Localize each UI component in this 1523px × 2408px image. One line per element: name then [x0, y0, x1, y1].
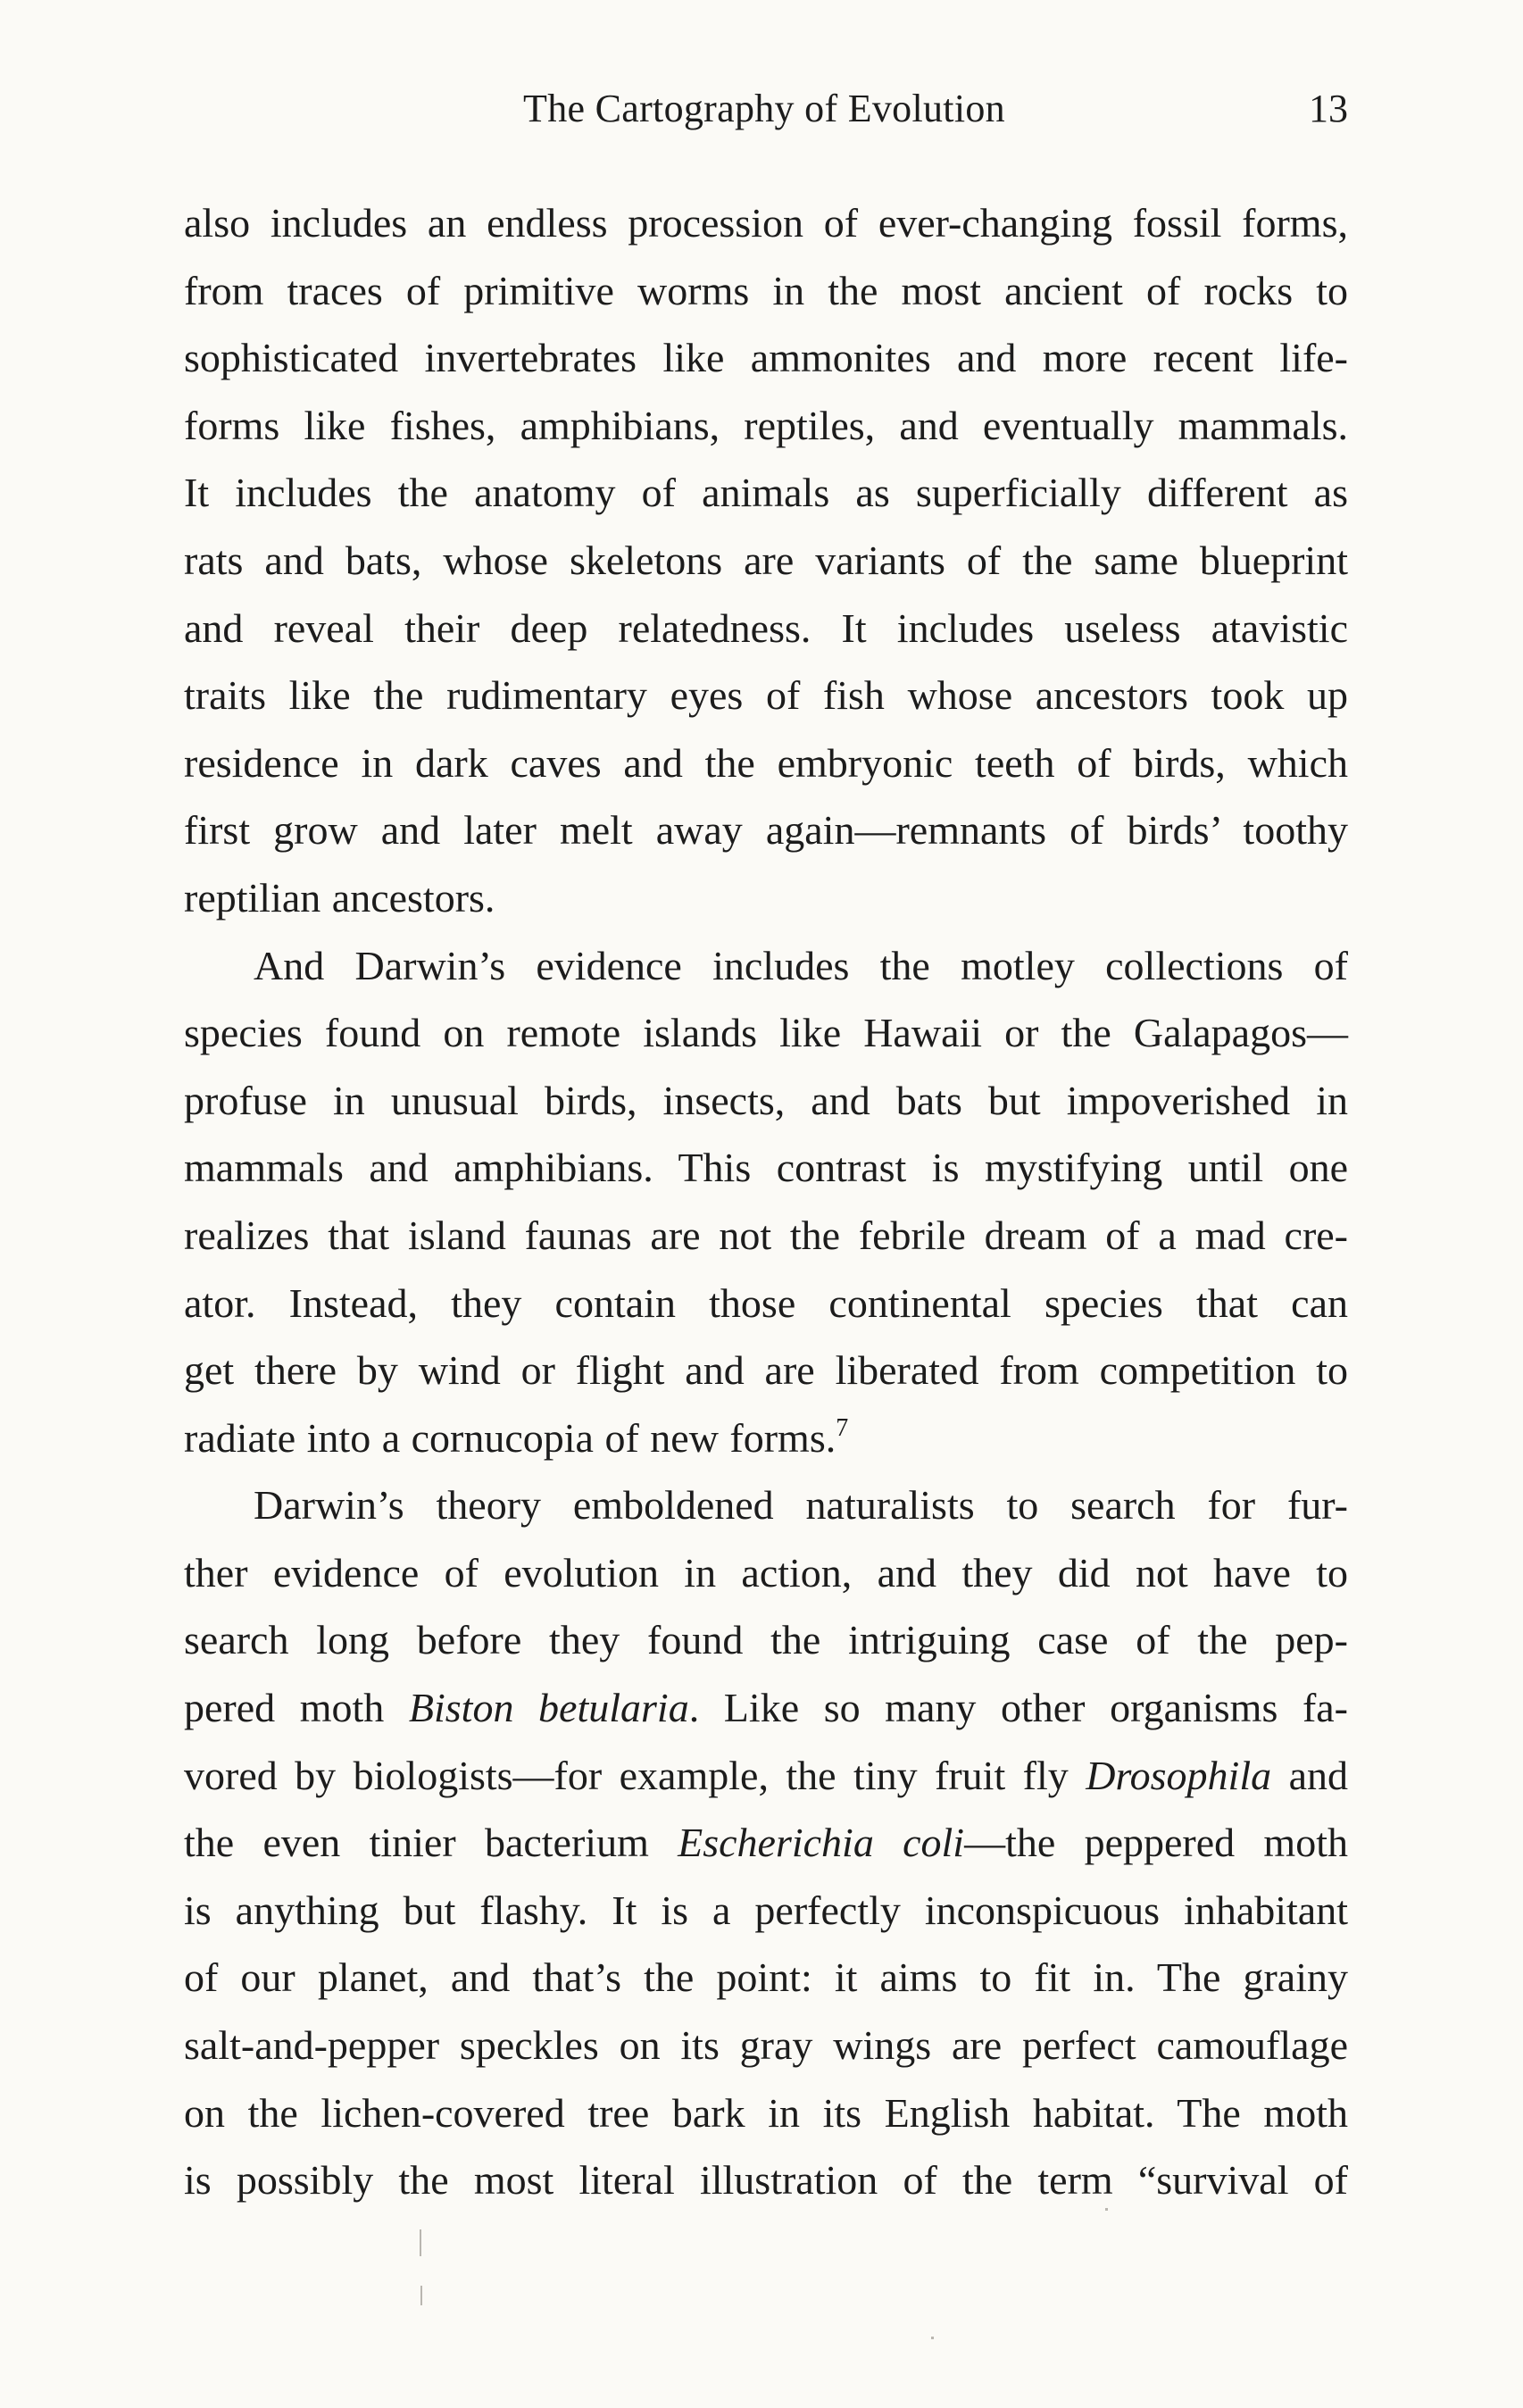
scan-mark	[420, 2286, 422, 2305]
scan-mark	[931, 2337, 934, 2339]
text-line: traits like the rudimentary eyes of fish whose ancestors took up	[184, 672, 1348, 719]
line-text: —the peppered moth	[964, 1820, 1348, 1866]
scan-mark	[1105, 2208, 1108, 2211]
species-name: Biston betularia	[408, 1685, 689, 1731]
text-line	[184, 1809, 1348, 1877]
paragraph-first-line: Darwin’s theory emboldened naturalists to search for fur-	[254, 1482, 1348, 1529]
text-line: It includes the anatomy of animals as superficially different as	[184, 470, 1348, 516]
running-header	[0, 82, 1523, 136]
text-line: sophisticated invertebrates like ammonites and more recent life-	[184, 335, 1348, 381]
line-text: pered moth	[184, 1685, 409, 1731]
text-line: first grow and later melt away again—remnants of birds’ toothy	[184, 807, 1348, 854]
text-line: search long before they found the intriguing case of the pep-	[184, 1617, 1348, 1663]
text-line: of our planet, and that’s the point: it aims to fit in. The grainy	[184, 1954, 1348, 2001]
text-line	[184, 1674, 1348, 1742]
text-line: realizes that island faunas are not the febrile dream of a mad cre-	[184, 1212, 1348, 1258]
text-line: on the lichen-covered tree bark in its English habitat. The moth	[184, 2089, 1348, 2136]
genus-name: Drosophila	[1086, 1752, 1272, 1798]
text-line: get there by wind or flight and are liberated from competition to	[184, 1347, 1348, 1394]
text-line: rats and bats, whose skeletons are variants of the same blueprint	[184, 537, 1348, 583]
line-text: radiate into a cornucopia of new forms.	[184, 1414, 836, 1461]
text-line: salt-and-pepper speckles on its gray wings are perfect camouflage	[184, 2022, 1348, 2069]
text-line: and reveal their deep relatedness. It includes useless atavistic	[184, 604, 1348, 651]
line-text: and	[1271, 1752, 1348, 1798]
line-text: vored by biologists—for example, the tiny fruit fly	[184, 1752, 1086, 1798]
body-text	[184, 189, 1348, 2214]
text-line: residence in dark caves and the embryonic teeth of birds, which	[184, 739, 1348, 786]
text-line: reptilian ancestors.	[184, 874, 495, 921]
page-number: 13	[1309, 87, 1348, 130]
text-line	[184, 1742, 1348, 1810]
text-line: ther evidence of evolution in action, and they did not have to	[184, 1549, 1348, 1596]
text-line: ator. Instead, they contain those continental species that can	[184, 1279, 1348, 1326]
text-line: species found on remote islands like Hawaii or the Galapagos—	[184, 1010, 1348, 1056]
text-line: is anything but flashy. It is a perfectly inconspicuous inhabitant	[184, 1887, 1348, 1933]
text-line: forms like fishes, amphibians, reptiles, and eventually mammals.	[184, 402, 1348, 448]
species-name: Escherichia coli	[678, 1820, 965, 1866]
scan-mark	[420, 2229, 421, 2256]
text-line: profuse in unusual birds, insects, and bats but impoverished in	[184, 1077, 1348, 1123]
line-text: . Like so many other organisms fa-	[688, 1685, 1348, 1731]
paragraph-first-line: And Darwin’s evidence includes the motley collections of	[254, 942, 1348, 988]
text-line	[184, 1404, 1348, 1472]
text-line: mammals and amphibians. This contrast is mystifying until one	[184, 1145, 1348, 1191]
text-line: from traces of primitive worms in the most ancient of rocks to	[184, 267, 1348, 313]
line-text: the even tinier bacterium	[184, 1820, 678, 1866]
footnote-marker: 7	[836, 1413, 849, 1442]
text-line: is possibly the most literal illustration of the term “survival of	[184, 2157, 1348, 2204]
running-title: The Cartography of Evolution	[523, 87, 1005, 130]
text-line: also includes an endless procession of ever-changing fossil forms,	[184, 200, 1348, 246]
